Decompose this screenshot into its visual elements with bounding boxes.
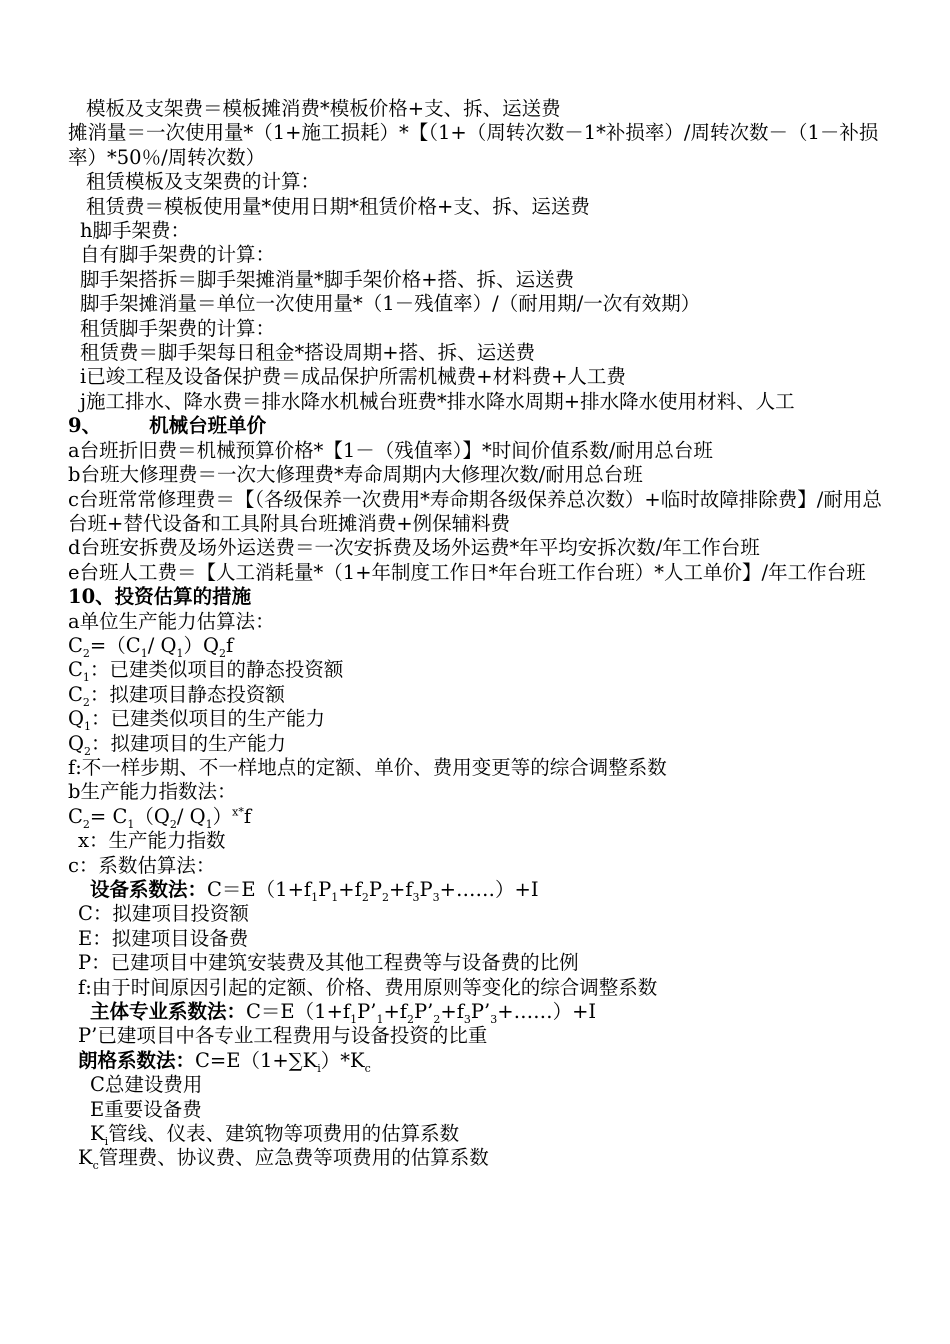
formula-line: $C_2= C_1(Q_2/$ $Q_1)^{x*}f$	[68, 804, 252, 831]
text-line: i已竣工程及设备保护费＝成品保护所需机械费+材料费+人工费	[80, 365, 626, 389]
definition-line: $C_2$：拟建项目静态投资额	[68, 682, 285, 709]
text-line: b生产能力指数法：	[68, 780, 237, 804]
text-line: c台班常常修理费＝【（各级保养一次费用*寿命期各级保养总次数）+临时故障排除费】/耐用总台班+替代设备和工具附具台班摊消费+例保辅料费	[68, 487, 882, 535]
definition-line: $Q_2$：拟建项目的生产能力	[68, 731, 287, 758]
text-line: d台班安拆费及场外运送费＝一次安拆费及场外运费*年平均安拆次数/年工作台班	[68, 536, 760, 560]
text-line: b台班大修理费＝一次大修理费*寿命周期内大修理次数/耐用总台班	[68, 463, 643, 487]
text-line: C：拟建项目投资额	[78, 902, 249, 926]
text-line: 租赁费＝脚手架每日租金*搭设周期+搭、拆、运送费	[80, 341, 536, 365]
definition-line: $K_c$管理费、协议费、应急费等项费用的估算系数	[78, 1146, 489, 1173]
text-line: j施工排水、降水费＝排水降水机械台班费*排水降水周期+排水降水使用材料、人工	[80, 389, 795, 413]
text-line: f:不一样步期、不一样地点的定额、单价、费用变更等的综合调整系数	[68, 755, 667, 779]
text-line: x：生产能力指数	[78, 829, 226, 853]
section-heading-9	[68, 414, 888, 438]
document-page	[68, 97, 888, 1171]
definition-line: $Q_1$：已建类似项目的生产能力	[68, 707, 326, 734]
definition-line: $C_1$：已建类似项目的静态投资额	[68, 658, 344, 685]
text-line: a单位生产能力估算法：	[68, 609, 275, 633]
heading-text: 机械台班单价	[149, 414, 267, 438]
text-line: 摊消量＝一次使用量*（1+施工损耗）*【（1+（周转次数－1*补损率）/周转次数－（1－补损率）*50％/周转次数）	[68, 121, 879, 169]
text-line: 自有脚手架费的计算：	[80, 243, 276, 267]
heading-number: 9、	[68, 414, 102, 438]
text-line: C总建设费用	[90, 1073, 203, 1097]
text-line: 脚手架搭拆＝脚手架摊消量*脚手架价格+搭、拆、运送费	[80, 267, 575, 291]
text-line: c：系数估算法：	[68, 853, 216, 877]
text-line: e台班人工费＝【人工消耗量*（1+年制度工作日*年台班工作台班）*人工单价】/年工作台班	[68, 560, 866, 584]
text-line: 脚手架摊消量＝单位一次使用量*（1－残值率）/（耐用期/一次有效期）	[80, 292, 701, 316]
text-line: 租赁费＝模板使用量*使用日期*租赁价格+支、拆、运送费	[86, 194, 590, 218]
definition-line: $K_i$管线、仪表、建筑物等项费用的估算系数	[90, 1122, 460, 1148]
text-line: 租赁脚手架费的计算：	[80, 316, 276, 340]
formula-line: 主体专业系数法：$C=E(1+f_1P’_1+f_2P’_2+f_3P’_3+\dots\dots)+I$	[90, 1000, 597, 1026]
text-line: E：拟建项目设备费	[78, 926, 249, 950]
text-line: P’已建项目中各专业工程费用与设备投资的比重	[78, 1024, 488, 1048]
text-line: f:由于时间原因引起的定额、价格、费用原则等变化的综合调整系数	[78, 975, 658, 999]
text-line: E重要设备费	[90, 1097, 202, 1121]
section-heading-10: 10、投资估算的措施	[68, 585, 252, 609]
text-line: 模板及支架费＝模板摊消费*模板价格+支、拆、运送费	[86, 97, 561, 120]
text-line: P：已建项目中建筑安装费及其他工程费等与设备费的比例	[78, 951, 579, 975]
text-line: 租赁模板及支架费的计算：	[86, 170, 321, 194]
text-line: h脚手架费：	[80, 219, 191, 243]
formula-line: 设备系数法：$C=E(1+f_1P_1+f_2P_2+f_3P_3+\dots\dots)+I$	[90, 878, 539, 904]
formula-line: 朗格系数法：$C=E(1+\sum K_i)*K_c$	[78, 1048, 371, 1075]
text-line: a台班折旧费＝机械预算价格*【1－（残值率）】*时间价值系数/耐用总台班	[68, 438, 713, 462]
formula-line: $C_2=(C_1/$ $Q_1)Q_2f$	[68, 633, 234, 660]
